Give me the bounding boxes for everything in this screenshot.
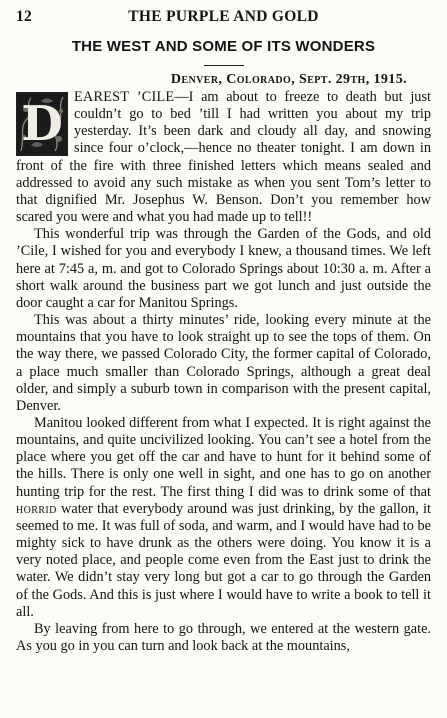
paragraph-1 xyxy=(16,89,431,226)
journal-title: THE PURPLE AND GOLD xyxy=(128,8,319,25)
paragraph-4 xyxy=(16,415,431,621)
dateline: Denver, Colorado, Sept. 29th, 1915. xyxy=(170,72,407,87)
letter-body xyxy=(16,89,431,655)
paragraph-4-text-start: Manitou looked different from what I expected. It is right against the mountains, and quite uncivilized looking. You can’t see a hotel from the place where you get off the car and have to hunt for it behind some of the hills. There is only one well in sight, and one has to go on another hunting trip for the rest. The first thing I did was to drink some of that xyxy=(16,414,431,500)
paragraph-4-text-end: water that everybody around was just drinking, by the gallon, it seemed to me. It was full of soda, and warm, and I would have had to be mighty sick to have drunk as the others were doing. You know it is a very noted place, and people come even from the East just to drink the water. We didn’t stay very long but got a car to go through the Garden of the Gods. And this is just where I would have to write a book to tell it all. xyxy=(16,500,431,620)
article-title: THE WEST AND SOME OF ITS WONDERS xyxy=(71,38,376,55)
ornamental-drop-cap xyxy=(16,92,68,156)
paragraph-3: This was about a thirty minutes’ ride, looking every minute at the mountains that you have to look straight up to see the tops of them. On the way there, we passed Colorado City, the former capital of Colorado, a place much smaller than Colorado Springs, although a great deal older, and simply a suburb town in comparison with the present capital, Denver. xyxy=(16,312,431,414)
greeting: EAREST ’CILE xyxy=(74,89,175,105)
paragraph-5: By leaving from here to go through, we entered at the western gate. As you go in you can turn and look back at the mountains, xyxy=(16,620,431,654)
paragraph-1-text: —I am about to freeze to death but just couldn’t go to bed ’till I had written you about my trip yesterday. It’s been dark and cloudy all day, and snowing since four o’clock,—hence no theater tonight. I am down in front of the fire with three finished letters which means sealed and addressed to avoid any such mistake as when you sent Tom’s letter to that dignified Mr. Josephus W. Benson. Don’t you remember how scared you were and what you had made up to tell!! xyxy=(16,89,431,226)
page-number: 12 xyxy=(16,8,33,25)
title-divider xyxy=(204,65,244,66)
paragraph-2: This wonderful trip was through the Garden of the Gods, and old ’Cile, I wished for you and everybody I knew, a thousand times. We left here at 7:45 a, m. and got to Colorado Springs about 10:30 a. m. After a short walk around the business part we got lunch and just outside the door caught a car for Manitou Springs. xyxy=(16,226,431,311)
running-head xyxy=(16,6,431,26)
drop-cap-letter: D xyxy=(21,96,63,152)
emphasis-word: horrid xyxy=(16,500,57,517)
